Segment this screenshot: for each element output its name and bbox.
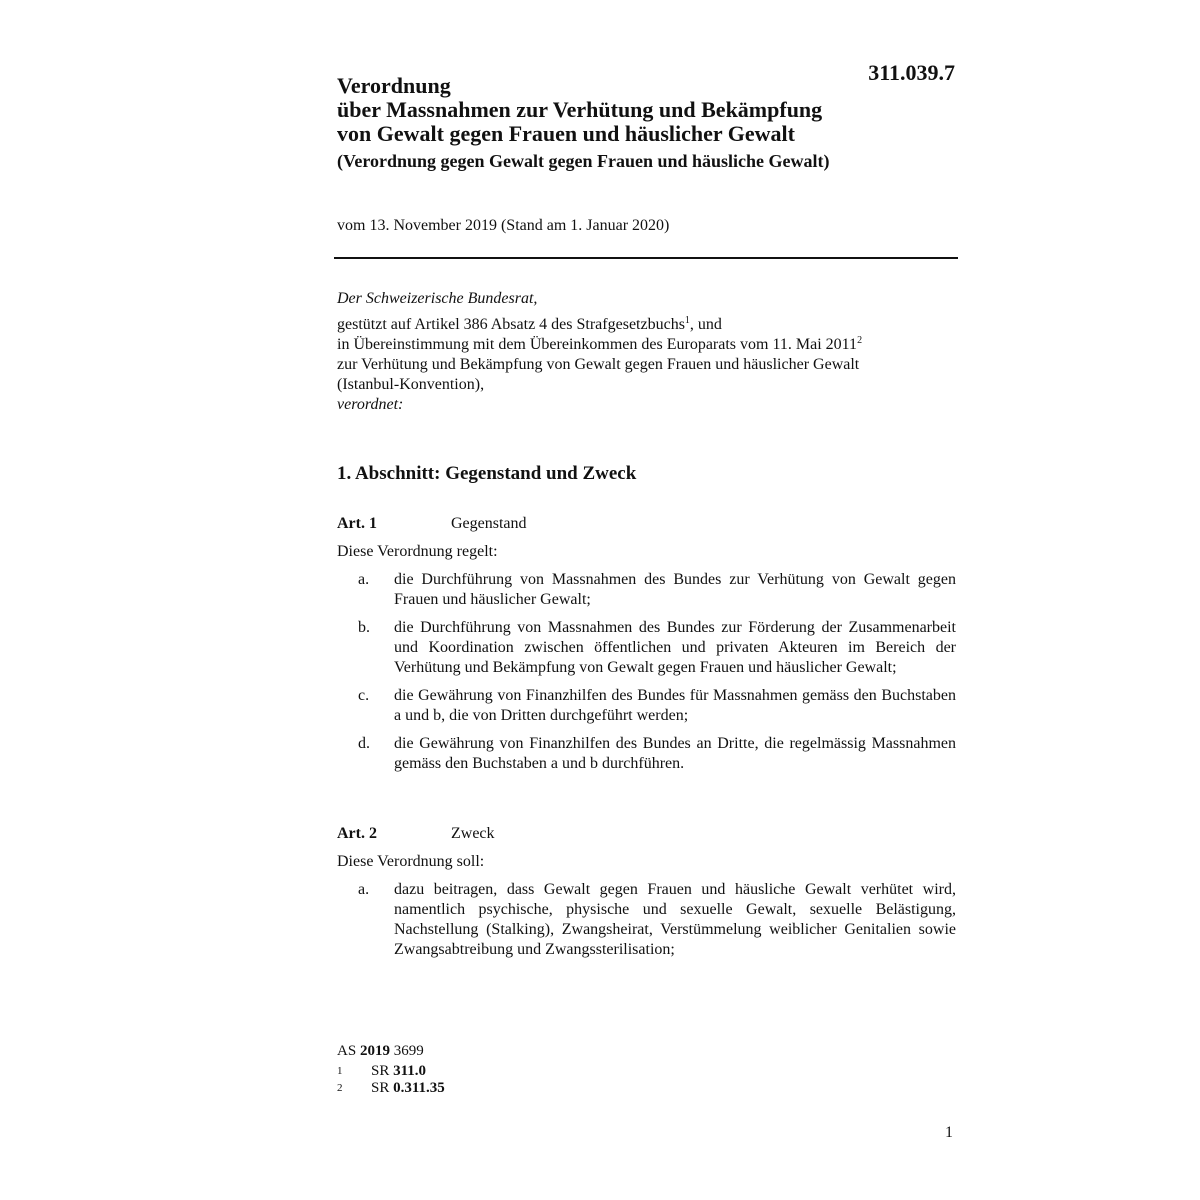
title-line: von Gewalt gegen Frauen und häuslicher Gewalt	[337, 121, 795, 146]
legal-basis	[337, 315, 957, 395]
item-letter: d.	[358, 735, 370, 752]
footnote-prefix: SR	[371, 1080, 390, 1096]
footnote-marker[interactable]: 2	[857, 335, 863, 346]
item-text: die Gewährung von Finanzhilfen des Bundes für Massnahmen gemäss den Buchstaben a und b, die von Dritten durchgeführt werden;	[394, 687, 956, 724]
footnotes	[337, 1063, 445, 1097]
article-2	[337, 824, 957, 960]
footnote-marker[interactable]: 1	[684, 315, 690, 326]
footnote-ref[interactable]: 311.0	[393, 1063, 427, 1079]
item-letter: b.	[358, 619, 370, 636]
document-title	[337, 74, 937, 172]
article-number: Art. 1	[337, 515, 377, 532]
title-divider	[334, 257, 958, 259]
as-prefix: AS	[337, 1043, 357, 1059]
article-title: Zweck	[451, 825, 495, 842]
item-text: die Gewährung von Finanzhilfen des Bundes an Dritte, die regelmässig Massnahmen gemäss den Buchstaben a und b durchführen.	[394, 735, 956, 772]
title-line: Verordnung	[337, 73, 451, 98]
basis-text: (Istanbul-Konvention),	[337, 376, 485, 393]
item-text: die Durchführung von Massnahmen des Bundes zur Förderung der Zusammenarbeit und Koordination zwischen öffentlichen und privaten Akteuren im Bereich der Verhütung und Bekämpfung von Gewalt gegen Frauen und häuslicher Gewalt;	[394, 619, 956, 676]
list-item	[337, 686, 957, 726]
footnote	[337, 1063, 445, 1080]
basis-text: , und	[689, 316, 722, 333]
footnote-number: 1	[337, 1065, 343, 1077]
as-page: 3699	[393, 1043, 424, 1059]
title-line: über Massnahmen zur Verhütung und Bekämpfung	[337, 97, 823, 122]
basis-text: in Übereinstimmung mit dem Übereinkommen des Europarats vom 11. Mai 2011	[337, 336, 858, 353]
article-number: Art. 2	[337, 825, 377, 842]
enactment-date: vom 13. November 2019 (Stand am 1. Januar 2020)	[337, 217, 670, 234]
official-compilation-ref	[337, 1043, 424, 1060]
basis-text: zur Verhütung und Bekämpfung von Gewalt gegen Frauen und häuslicher Gewalt	[337, 356, 860, 373]
footnote	[337, 1080, 445, 1097]
section-heading: 1. Abschnitt: Gegenstand und Zweck	[337, 463, 637, 484]
article-intro: Diese Verordnung soll:	[337, 853, 485, 870]
issuer: Der Schweizerische Bundesrat,	[337, 290, 538, 307]
footnote-number: 2	[337, 1082, 343, 1094]
footnote-ref[interactable]: 0.311.35	[393, 1080, 445, 1096]
article-1	[337, 514, 957, 774]
decree-verb: verordnet:	[337, 396, 404, 413]
page-number: 1	[945, 1124, 953, 1141]
item-letter: c.	[358, 687, 370, 704]
short-title: (Verordnung gegen Gewalt gegen Frauen und häusliche Gewalt)	[337, 151, 830, 171]
item-text: die Durchführung von Massnahmen des Bundes zur Verhütung von Gewalt gegen Frauen und häuslicher Gewalt;	[394, 571, 956, 608]
list-item	[337, 880, 957, 960]
as-year: 2019	[359, 1043, 390, 1059]
list-item	[337, 734, 957, 774]
list-item	[337, 618, 957, 678]
basis-text: gestützt auf Artikel 386 Absatz 4 des Strafgesetzbuchs	[337, 316, 685, 333]
item-letter: a.	[358, 571, 370, 588]
sr-number: 311.039.7	[868, 60, 955, 85]
item-letter: a.	[358, 881, 370, 898]
item-text: dazu beitragen, dass Gewalt gegen Frauen und häusliche Gewalt verhütet wird, namentlich psychische, physische und sexuelle Gewalt, sexuelle Belästigung, Nachstellung (Stalking), Zwangsheirat, Verstümmelung weiblicher Genitalien sowie Zwangsabtreibung und Zwangssterilisation;	[394, 881, 956, 958]
preamble	[337, 289, 957, 415]
article-intro: Diese Verordnung regelt:	[337, 543, 498, 560]
footnote-prefix: SR	[371, 1063, 390, 1079]
list-item	[337, 570, 957, 610]
article-title: Gegenstand	[451, 515, 527, 532]
